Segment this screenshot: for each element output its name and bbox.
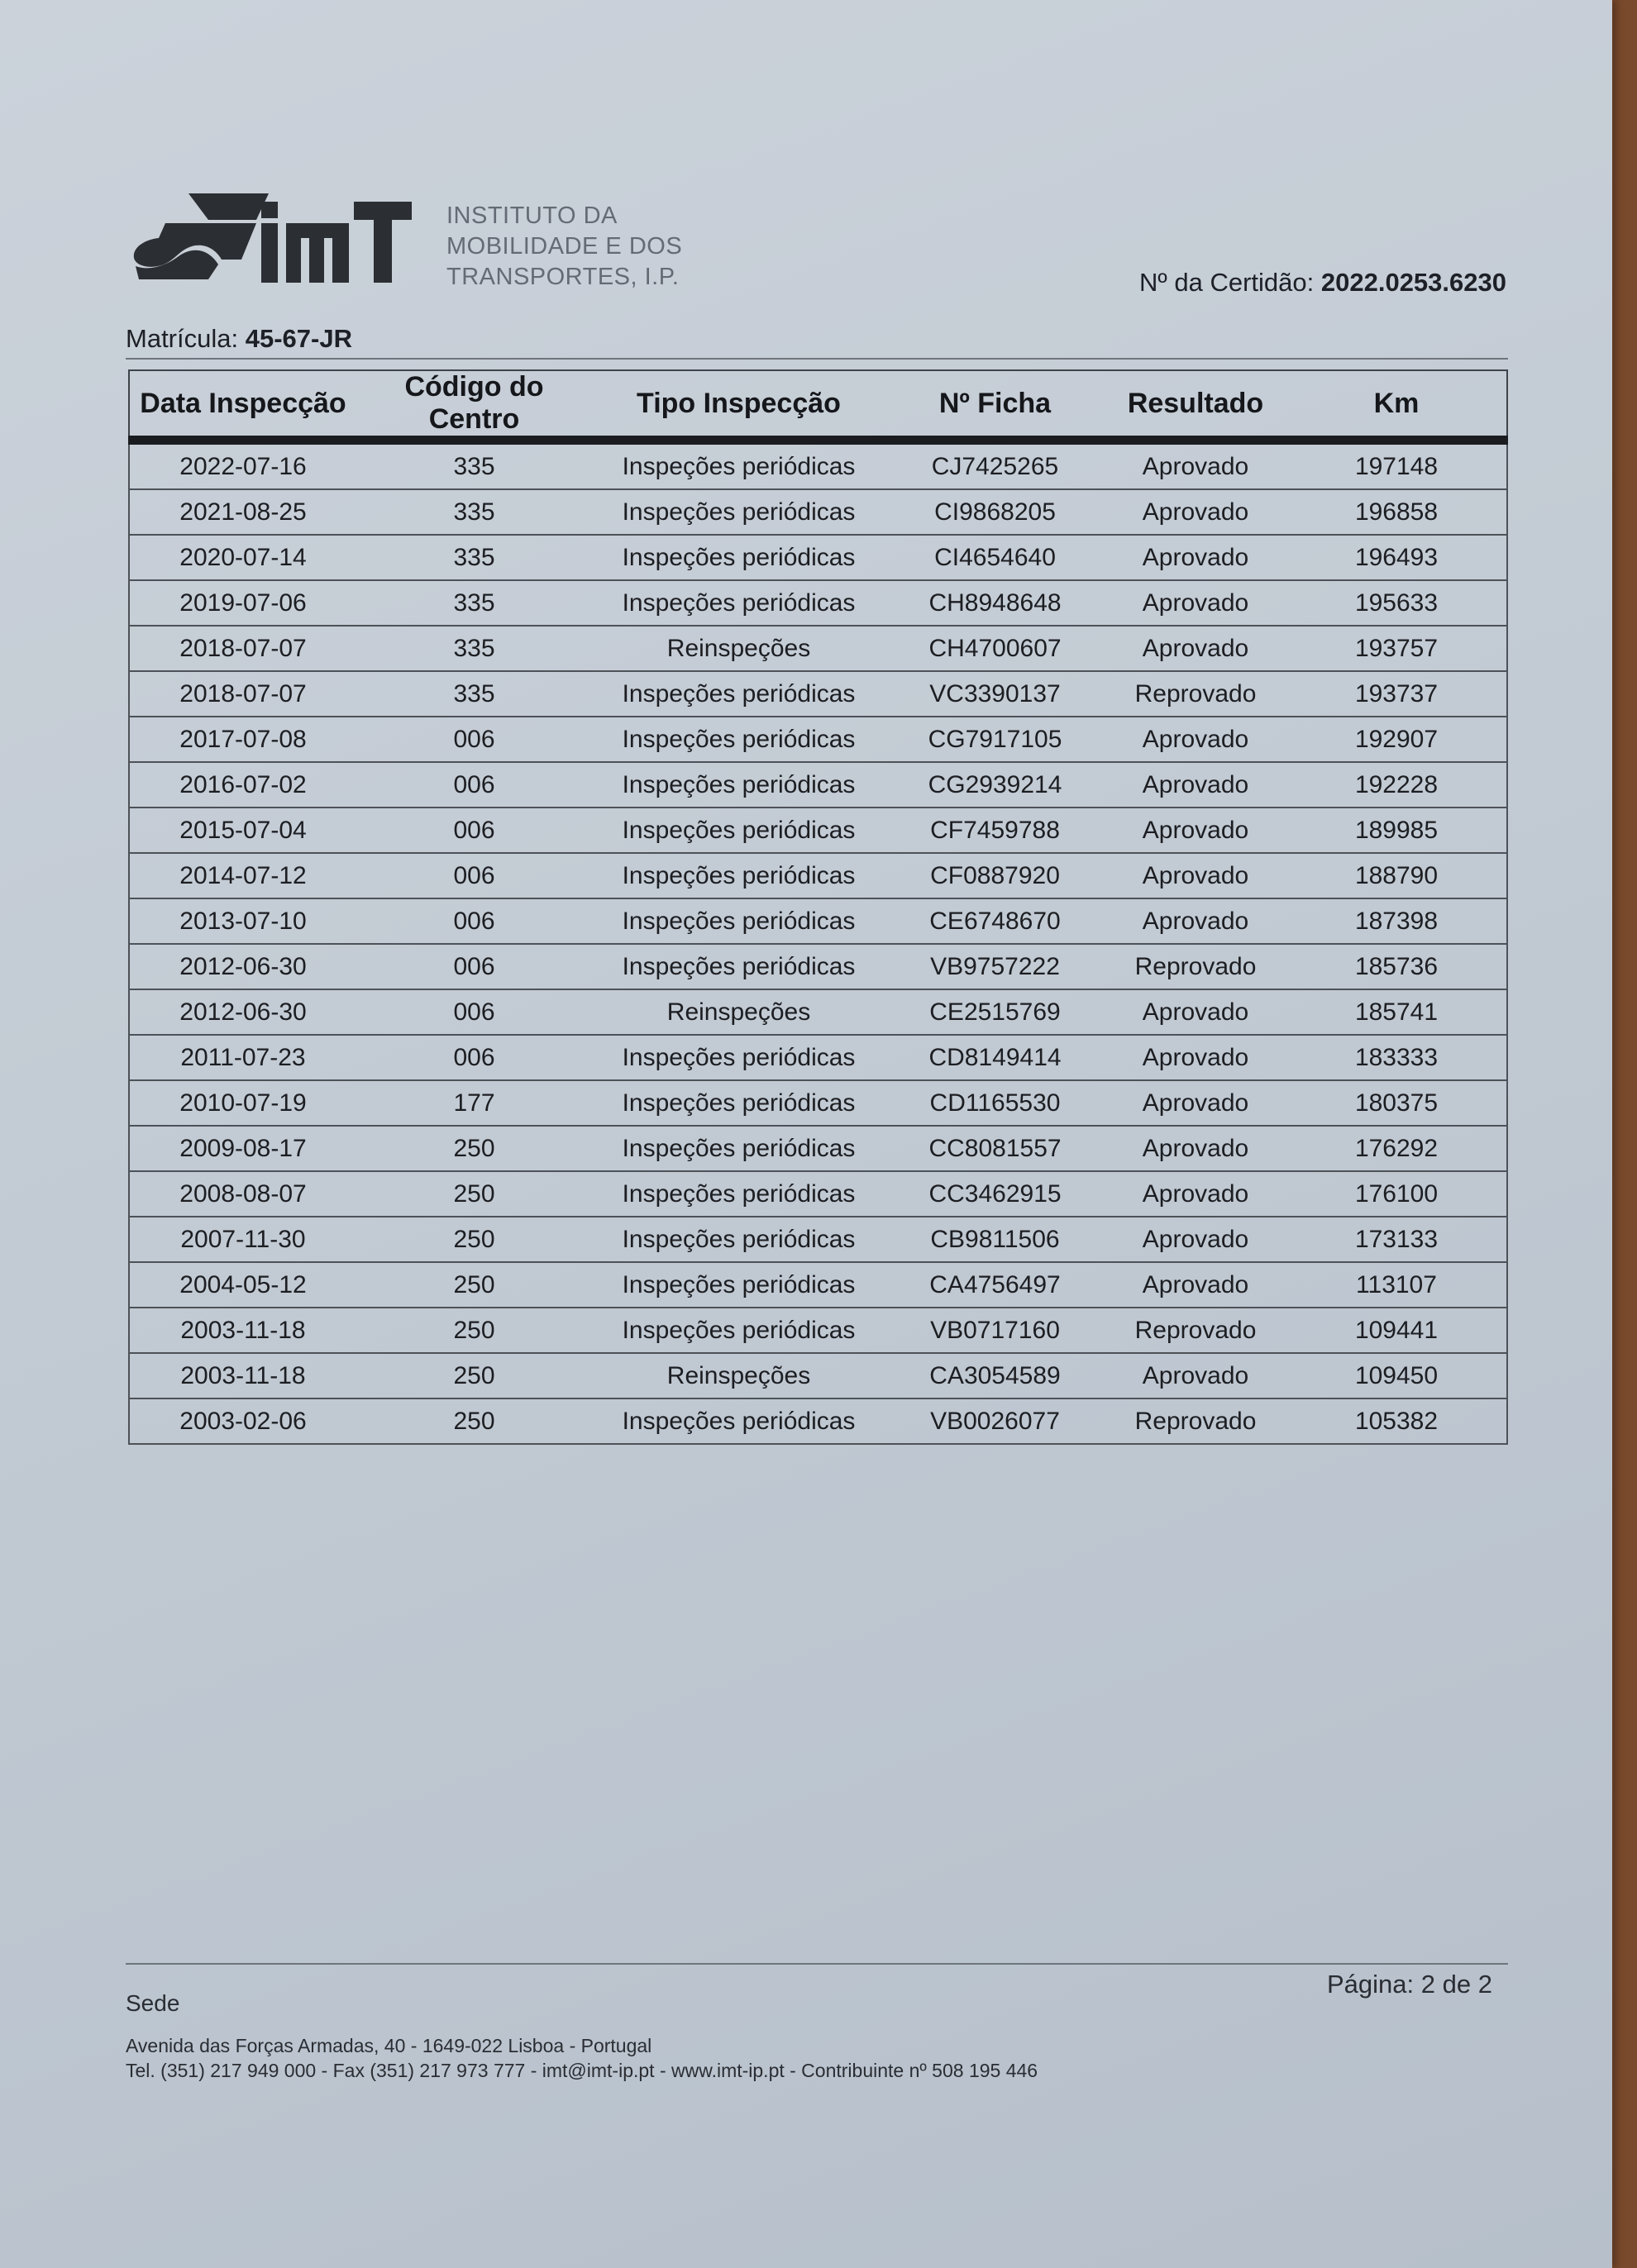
cell-km: 176292 — [1286, 1126, 1507, 1171]
table-row — [129, 580, 1507, 626]
cell-inspection-type: Inspeções periódicas — [592, 808, 885, 853]
footer-address: Avenida das Forças Armadas, 40 - 1649-022 Lisboa - Portugal — [126, 2035, 652, 2056]
cell-date: 2003-11-18 — [129, 1353, 356, 1398]
table-row — [129, 1126, 1507, 1171]
table-row — [129, 535, 1507, 580]
plate-label: Matrícula: — [126, 324, 239, 353]
cell-center-code: 006 — [356, 762, 592, 808]
cell-date: 2014-07-12 — [129, 853, 356, 898]
col-header-date: Data Inspecção — [129, 370, 356, 441]
cell-ficha: CC3462915 — [885, 1171, 1105, 1217]
cell-inspection-type: Inspeções periódicas — [592, 1035, 885, 1080]
cell-result: Aprovado — [1105, 898, 1286, 944]
cell-ficha: CE6748670 — [885, 898, 1105, 944]
license-plate — [126, 324, 352, 354]
table-header-row — [129, 370, 1507, 441]
cell-inspection-type: Reinspeções — [592, 989, 885, 1035]
cell-result: Aprovado — [1105, 1217, 1286, 1262]
cell-km: 105382 — [1286, 1398, 1507, 1444]
cell-result: Aprovado — [1105, 580, 1286, 626]
cell-center-code: 006 — [356, 989, 592, 1035]
cell-km: 176100 — [1286, 1171, 1507, 1217]
cell-date: 2012-06-30 — [129, 989, 356, 1035]
table-row — [129, 626, 1507, 671]
cell-km: 193757 — [1286, 626, 1507, 671]
cell-center-code: 250 — [356, 1308, 592, 1353]
table-row — [129, 1262, 1507, 1308]
cell-result: Aprovado — [1105, 1126, 1286, 1171]
col-header-result: Resultado — [1105, 370, 1286, 441]
cell-center-code: 006 — [356, 717, 592, 762]
cell-inspection-type: Reinspeções — [592, 1353, 885, 1398]
cell-date: 2012-06-30 — [129, 944, 356, 989]
cell-inspection-type: Inspeções periódicas — [592, 944, 885, 989]
cell-ficha: VC3390137 — [885, 671, 1105, 717]
cell-ficha: CJ7425265 — [885, 441, 1105, 490]
cell-ficha: CH8948648 — [885, 580, 1105, 626]
cell-inspection-type: Inspeções periódicas — [592, 1217, 885, 1262]
table-row — [129, 898, 1507, 944]
cell-center-code: 250 — [356, 1171, 592, 1217]
cell-center-code: 006 — [356, 853, 592, 898]
cell-date: 2009-08-17 — [129, 1126, 356, 1171]
cell-center-code: 250 — [356, 1262, 592, 1308]
cell-km: 185736 — [1286, 944, 1507, 989]
table-row — [129, 1080, 1507, 1126]
cell-ficha: CG2939214 — [885, 762, 1105, 808]
cell-center-code: 177 — [356, 1080, 592, 1126]
cell-km: 193737 — [1286, 671, 1507, 717]
cell-result: Aprovado — [1105, 1035, 1286, 1080]
cert-label: Nº da Certidão: — [1139, 268, 1315, 297]
cell-ficha: CI4654640 — [885, 535, 1105, 580]
cell-km: 197148 — [1286, 441, 1507, 490]
cell-date: 2018-07-07 — [129, 626, 356, 671]
cell-date: 2018-07-07 — [129, 671, 356, 717]
cell-inspection-type: Inspeções periódicas — [592, 1126, 885, 1171]
cell-ficha: CC8081557 — [885, 1126, 1105, 1171]
footer-divider — [126, 1963, 1508, 1965]
cell-center-code: 335 — [356, 671, 592, 717]
cell-date: 2008-08-07 — [129, 1171, 356, 1217]
org-line-2: MOBILIDADE E DOS — [446, 233, 683, 260]
cell-ficha: CA4756497 — [885, 1262, 1105, 1308]
cell-date: 2011-07-23 — [129, 1035, 356, 1080]
table-row — [129, 1308, 1507, 1353]
cell-ficha: CF0887920 — [885, 853, 1105, 898]
cell-result: Aprovado — [1105, 441, 1286, 490]
cell-ficha: CB9811506 — [885, 1217, 1105, 1262]
cell-km: 187398 — [1286, 898, 1507, 944]
cell-result: Aprovado — [1105, 762, 1286, 808]
page-number: Página: 2 de 2 — [1327, 1970, 1492, 1999]
cell-center-code: 250 — [356, 1398, 592, 1444]
cell-km: 185741 — [1286, 989, 1507, 1035]
logo-text: IMT — [132, 190, 134, 191]
cell-inspection-type: Inspeções periódicas — [592, 580, 885, 626]
cell-inspection-type: Inspeções periódicas — [592, 535, 885, 580]
table-body — [129, 441, 1507, 1445]
cell-result: Aprovado — [1105, 989, 1286, 1035]
table-row — [129, 1398, 1507, 1444]
cell-center-code: 335 — [356, 626, 592, 671]
cell-center-code: 006 — [356, 898, 592, 944]
cell-center-code: 006 — [356, 944, 592, 989]
cell-km: 192907 — [1286, 717, 1507, 762]
cell-center-code: 250 — [356, 1217, 592, 1262]
cell-ficha: CA3054589 — [885, 1353, 1105, 1398]
cell-inspection-type: Inspeções periódicas — [592, 1171, 885, 1217]
cell-center-code: 250 — [356, 1126, 592, 1171]
footer-sede: Sede — [126, 1990, 180, 2016]
col-header-ficha: Nº Ficha — [885, 370, 1105, 441]
cell-inspection-type: Inspeções periódicas — [592, 853, 885, 898]
cell-ficha: VB9757222 — [885, 944, 1105, 989]
table-row — [129, 1035, 1507, 1080]
cell-km: 189985 — [1286, 808, 1507, 853]
cell-inspection-type: Inspeções periódicas — [592, 441, 885, 490]
cell-inspection-type: Inspeções periódicas — [592, 717, 885, 762]
cell-ficha: CI9868205 — [885, 489, 1105, 535]
table-row — [129, 489, 1507, 535]
cell-center-code: 250 — [356, 1353, 592, 1398]
cell-center-code: 335 — [356, 580, 592, 626]
cell-km: 109450 — [1286, 1353, 1507, 1398]
cell-ficha: VB0717160 — [885, 1308, 1105, 1353]
cell-date: 2016-07-02 — [129, 762, 356, 808]
cell-result: Aprovado — [1105, 535, 1286, 580]
cell-km: 196858 — [1286, 489, 1507, 535]
cell-center-code: 335 — [356, 489, 592, 535]
cell-km: 196493 — [1286, 535, 1507, 580]
table-row — [129, 853, 1507, 898]
cell-center-code: 335 — [356, 535, 592, 580]
cell-date: 2019-07-06 — [129, 580, 356, 626]
cell-ficha: CD8149414 — [885, 1035, 1105, 1080]
cell-inspection-type: Inspeções periódicas — [592, 1398, 885, 1444]
cell-inspection-type: Inspeções periódicas — [592, 489, 885, 535]
cell-ficha: CG7917105 — [885, 717, 1105, 762]
cert-value: 2022.0253.6230 — [1320, 268, 1506, 297]
cell-inspection-type: Inspeções periódicas — [592, 898, 885, 944]
cell-inspection-type: Reinspeções — [592, 626, 885, 671]
col-header-type: Tipo Inspecção — [592, 370, 885, 441]
org-line-1: INSTITUTO DA — [446, 202, 618, 229]
cell-date: 2003-02-06 — [129, 1398, 356, 1444]
cell-date: 2010-07-19 — [129, 1080, 356, 1126]
table-row — [129, 762, 1507, 808]
cell-km: 188790 — [1286, 853, 1507, 898]
cell-inspection-type: Inspeções periódicas — [592, 1080, 885, 1126]
cell-date: 2013-07-10 — [129, 898, 356, 944]
cell-date: 2015-07-04 — [129, 808, 356, 853]
cell-result: Aprovado — [1105, 489, 1286, 535]
cell-center-code: 006 — [356, 808, 592, 853]
cell-km: 173133 — [1286, 1217, 1507, 1262]
cell-km: 195633 — [1286, 580, 1507, 626]
cell-km: 109441 — [1286, 1308, 1507, 1353]
cell-center-code: 335 — [356, 441, 592, 490]
cell-result: Aprovado — [1105, 853, 1286, 898]
organization-name — [446, 201, 711, 293]
inspection-table — [128, 369, 1508, 1445]
cell-date: 2004-05-12 — [129, 1262, 356, 1308]
cell-date: 2017-07-08 — [129, 717, 356, 762]
table-row — [129, 944, 1507, 989]
cell-date: 2003-11-18 — [129, 1308, 356, 1353]
cell-km: 113107 — [1286, 1262, 1507, 1308]
cell-ficha: CF7459788 — [885, 808, 1105, 853]
cell-km: 183333 — [1286, 1035, 1507, 1080]
table-row — [129, 671, 1507, 717]
cell-result: Aprovado — [1105, 1080, 1286, 1126]
col-header-km: Km — [1286, 370, 1507, 441]
cell-date: 2022-07-16 — [129, 441, 356, 490]
cell-result: Reprovado — [1105, 1398, 1286, 1444]
cell-inspection-type: Inspeções periódicas — [592, 762, 885, 808]
cell-ficha: CH4700607 — [885, 626, 1105, 671]
cell-result: Aprovado — [1105, 808, 1286, 853]
cell-result: Aprovado — [1105, 1353, 1286, 1398]
cell-center-code: 006 — [356, 1035, 592, 1080]
header-divider — [126, 358, 1508, 360]
cell-ficha: CE2515769 — [885, 989, 1105, 1035]
cell-ficha: VB0026077 — [885, 1398, 1105, 1444]
cell-result: Reprovado — [1105, 944, 1286, 989]
cell-ficha: CD1165530 — [885, 1080, 1105, 1126]
cell-result: Aprovado — [1105, 626, 1286, 671]
table-row — [129, 1217, 1507, 1262]
footer — [126, 1990, 1038, 2083]
cell-result: Aprovado — [1105, 1171, 1286, 1217]
cell-result: Aprovado — [1105, 1262, 1286, 1308]
cell-result: Reprovado — [1105, 671, 1286, 717]
org-line-3: TRANSPORTES, I.P. — [446, 264, 680, 290]
cell-date: 2007-11-30 — [129, 1217, 356, 1262]
certificate-number — [1139, 268, 1506, 298]
cell-km: 180375 — [1286, 1080, 1507, 1126]
table-row — [129, 989, 1507, 1035]
table-row — [129, 808, 1507, 853]
cell-date: 2020-07-14 — [129, 535, 356, 580]
table-row — [129, 717, 1507, 762]
cell-result: Aprovado — [1105, 717, 1286, 762]
table-row — [129, 1171, 1507, 1217]
cell-inspection-type: Inspeções periódicas — [592, 1262, 885, 1308]
col-header-center: Código do Centro — [356, 370, 592, 441]
imt-logo — [132, 190, 438, 289]
cell-inspection-type: Inspeções periódicas — [592, 671, 885, 717]
cell-date: 2021-08-25 — [129, 489, 356, 535]
table-row — [129, 441, 1507, 490]
cell-km: 192228 — [1286, 762, 1507, 808]
plate-value: 45-67-JR — [245, 324, 352, 353]
table-row — [129, 1353, 1507, 1398]
cell-inspection-type: Inspeções periódicas — [592, 1308, 885, 1353]
footer-contact: Tel. (351) 217 949 000 - Fax (351) 217 973 777 - imt@imt-ip.pt - www.imt-ip.pt - Contribuinte nº 508 195 446 — [126, 2060, 1038, 2081]
cell-result: Reprovado — [1105, 1308, 1286, 1353]
